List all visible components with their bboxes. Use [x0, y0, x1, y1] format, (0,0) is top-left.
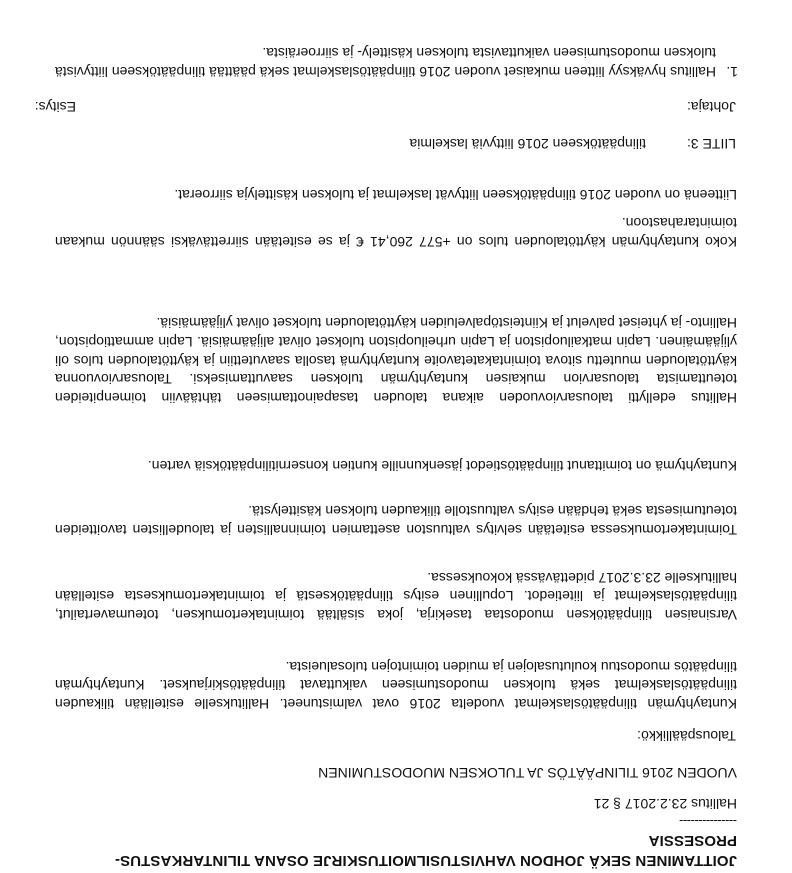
paragraph-2: Varsinaisen tilinpäätöksen muodostaa tasekirja, joka sisältää toimintakertomuksen, toteumavertailut, tilinpäätöslaskelmat ja liitetiedot. Lopullinen esitys tilinpäätöksestä ja toimintakertomuksesta esitellään hallitukselle 23.3.2017 pidettävässä kokouksessa.: [55, 569, 737, 623]
decision-number: 1.: [726, 64, 738, 80]
paragraph-3: Toimintakertomuksessa esitetään selvitys valtuuston asettamien toiminnallisten ja taloudellisten tavoitteiden toteutumisesta sekä tehdään esitys valtuustolle tilikauden tuloksen käsittelystä.: [55, 503, 737, 538]
presenter-label: Johtaja:: [686, 99, 736, 115]
proposal-label: Esitys:: [34, 99, 76, 115]
appendix-text: tilinpäätökseen 2016 liittyviä laskelmia: [409, 136, 646, 152]
item-title: VUODEN 2016 TILINPÄÄTÖS JA TULOKSEN MUODOSTUMINEN: [318, 765, 737, 781]
paragraph-7: Liitteenä on vuoden 2016 tilinpäätökseen liittyvät laskelmat ja tuloksen käsittelyja siirroerat.: [174, 187, 737, 203]
paragraph-6: Koko kuntayhtymän käyttötalouden tulos on +577 260,41 € ja se esitetään siirrettäväksi säännön mukaan toimintarahastoon.: [55, 215, 737, 250]
separator-line: ---------------: [679, 814, 737, 829]
section-heading: [37, 830, 737, 870]
preparer-label: Talouspäällikkö:: [637, 728, 736, 744]
meeting-reference: Hallitus 23.2.2017 § 21: [593, 796, 737, 812]
heading-line-2: PROSESSIA: [648, 832, 737, 849]
heading-line-1: JOITTAMINEN SEKÄ JOHDON VAHVISTUSILMOITUSKIRJE OSANA TILINTARKASTUS-: [114, 852, 737, 869]
decision-text: Hallitus hyväksyy liitteen mukaiset vuoden 2016 tilinpäätöslaskelmat sekä päättää tilinpäätökseen liittyvistä tuloksen muodostumiseen vaikuttavista tuloksen käsittely- ja siirroeräista.: [55, 45, 716, 80]
appendix-label: LIITE 3:: [686, 136, 736, 152]
paragraph-4: Kuntayhtymä on toimittanut tilinpäätöstiedot jäsenkunnille kuntien konsernitilinpäätöksiä varten.: [147, 458, 737, 474]
paragraph-1: Kuntayhtymän tilinpäätöslaskelmat vuodelta 2016 ovat valmistuneet. Hallitukselle esitellään tilikauden tilinpäätöslaskelmat sekä tuloksen muodostumiseen vaikuttavat tilinpäätöskirjaukset. Kuntayhtymän tilinpäätös muodostuu koulutusalojen ja muiden toimintojen tulosalueista.: [55, 658, 737, 712]
paragraph-5: Hallitus edellytti talousarviovuoden aikana talouden tasapainottamiseen tähtääviin toimenpiteiden toteuttamista talousarvion mukaisen kuntayhtymän tuloksen saavuttamiseksi. Talousarviovuonna käyttötalouden muutettu sitova toimintakatetavoite kuntayhtymä tasolla saavutettiin ja käyttötalouden tulos oli ylijäämäinen. Lapin matkailuopiston ja Lapin urheiluopiston tulokset olivat alijäämäisiä. Lapin ammattiopiston, Hallinto- ja yhteiset palvelut ja Kiinteistöpalveluiden käyttötalouden tulokset olivat ylijäämäisiä.: [55, 315, 737, 406]
